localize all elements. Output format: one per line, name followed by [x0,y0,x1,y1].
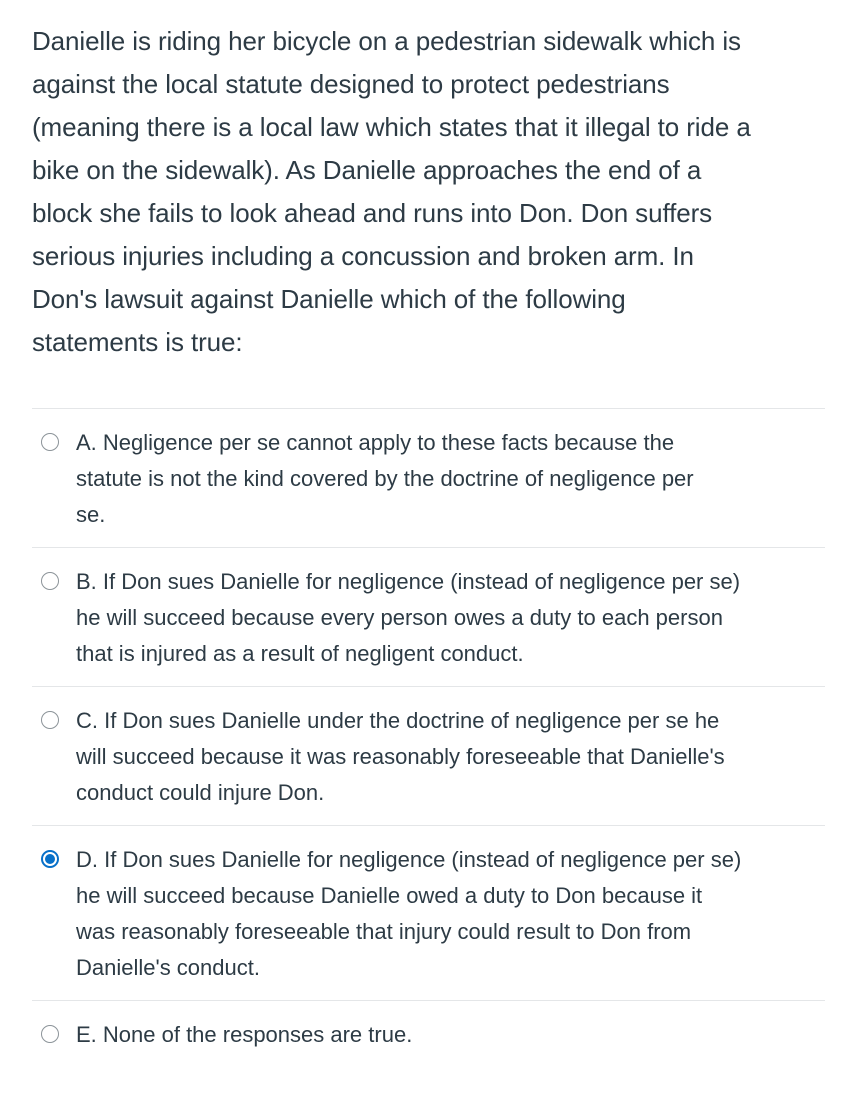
answer-option-c[interactable] [32,686,825,825]
answer-option-b[interactable] [32,547,825,686]
answer-label-d: D. If Don sues Danielle for negligence (instead of negligence per se) he will succeed because Danielle owed a duty to Don because it was reasonably foreseeable that injury could result to Don from Danielle's conduct. [76,847,742,980]
answer-label-e: E. None of the responses are true. [76,1022,413,1047]
answer-option-d[interactable] [32,825,825,1000]
answer-label-a: A. Negligence per se cannot apply to these facts because the statute is not the kind covered by the doctrine of negligence per se. [76,430,694,527]
answer-list [32,408,825,1095]
answer-label-b: B. If Don sues Danielle for negligence (instead of negligence per se) he will succeed because every person owes a duty to each person that is injured as a result of negligent conduct. [76,569,741,666]
radio-button-c[interactable] [41,711,59,729]
question-prompt [32,20,832,364]
radio-button-e[interactable] [41,1025,59,1043]
radio-button-d[interactable] [41,850,59,868]
answer-option-a[interactable] [32,408,825,547]
radio-button-b[interactable] [41,572,59,590]
radio-button-a[interactable] [41,433,59,451]
question-text: Danielle is riding her bicycle on a pedestrian sidewalk which is against the local statute designed to protect pedestrians (meaning there is a local law which states that it illegal to ride a bike on the sidewalk). As Danielle approaches the end of a block she fails to look ahead and runs into Don. Don suffers serious injuries including a concussion and broken arm. In Don's lawsuit against Danielle which of the following statements is true: [32,26,751,357]
answer-option-e[interactable] [32,1000,825,1095]
answer-label-c: C. If Don sues Danielle under the doctrine of negligence per se he will succeed because it was reasonably foreseeable that Danielle's conduct could injure Don. [76,708,725,805]
